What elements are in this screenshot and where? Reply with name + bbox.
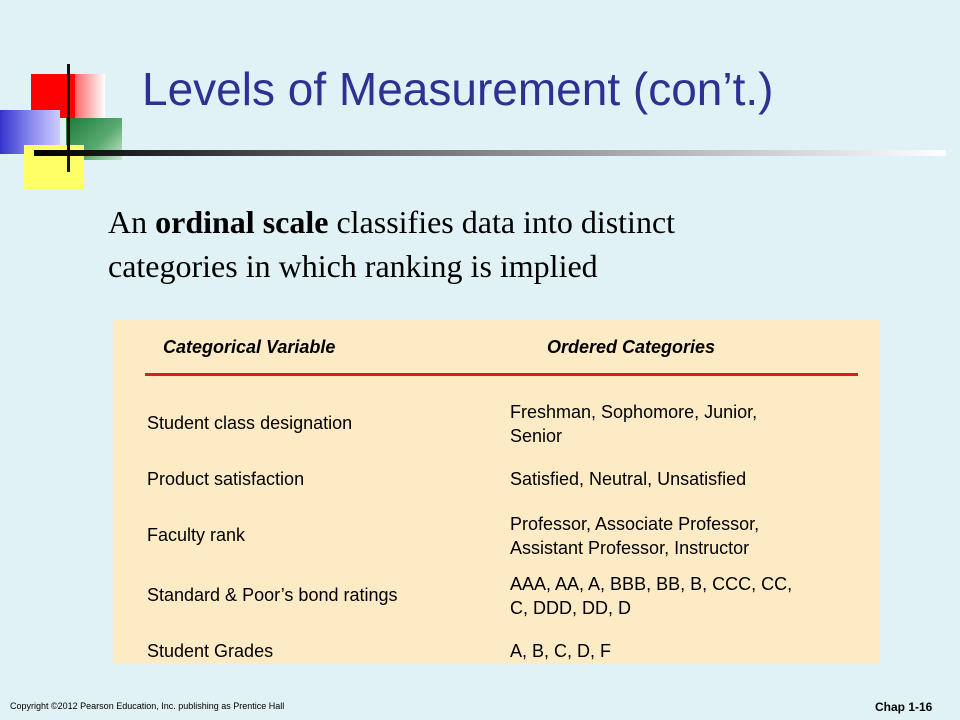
intro-rest: classifies data into distinct — [328, 204, 676, 240]
categories-line2: C, DDD, DD, D — [510, 598, 631, 618]
row-categories — [510, 400, 860, 448]
row-variable: Product satisfaction — [147, 469, 305, 489]
header-categorical-variable: Categorical Variable — [163, 337, 336, 357]
slide-title: Levels of Measurement (con’t.) — [142, 63, 774, 115]
ordinal-table — [113, 320, 880, 664]
categories-line1: Freshman, Sophomore, Junior, — [510, 402, 758, 422]
categories-line1: AAA, AA, A, BBB, BB, B, CCC, CC, — [510, 574, 793, 594]
row-variable: Standard & Poor’s bond ratings — [147, 585, 398, 605]
row-categories — [510, 639, 860, 663]
intro-prefix: An — [108, 204, 156, 240]
row-variable: Student class designation — [147, 413, 353, 433]
title-underline-rule — [34, 150, 946, 156]
row-categories — [510, 467, 860, 491]
slide-logo-decoration — [0, 0, 130, 190]
intro-text — [108, 200, 908, 288]
chapter-label: Chap 1-16 — [875, 700, 933, 714]
categories-line2: Senior — [510, 426, 563, 446]
row-categories — [510, 512, 860, 560]
intro-line2: categories in which ranking is implied — [108, 248, 598, 284]
row-categories — [510, 572, 860, 620]
categories-line1: Satisfied, Neutral, Unsatisfied — [510, 469, 747, 489]
red-fade-square — [75, 74, 105, 118]
intro-bold-term: ordinal scale — [155, 204, 329, 240]
categories-line1: Professor, Associate Professor, — [510, 514, 760, 534]
header-ordered-categories: Ordered Categories — [547, 337, 716, 357]
header-divider — [145, 373, 858, 376]
row-variable: Student Grades — [147, 641, 274, 661]
copyright-notice: Copyright ©2012 Pearson Education, Inc. publishing as Prentice Hall — [10, 701, 285, 711]
categories-line1: A, B, C, D, F — [510, 641, 612, 661]
row-variable: Faculty rank — [147, 525, 246, 545]
categories-line2: Assistant Professor, Instructor — [510, 538, 750, 558]
